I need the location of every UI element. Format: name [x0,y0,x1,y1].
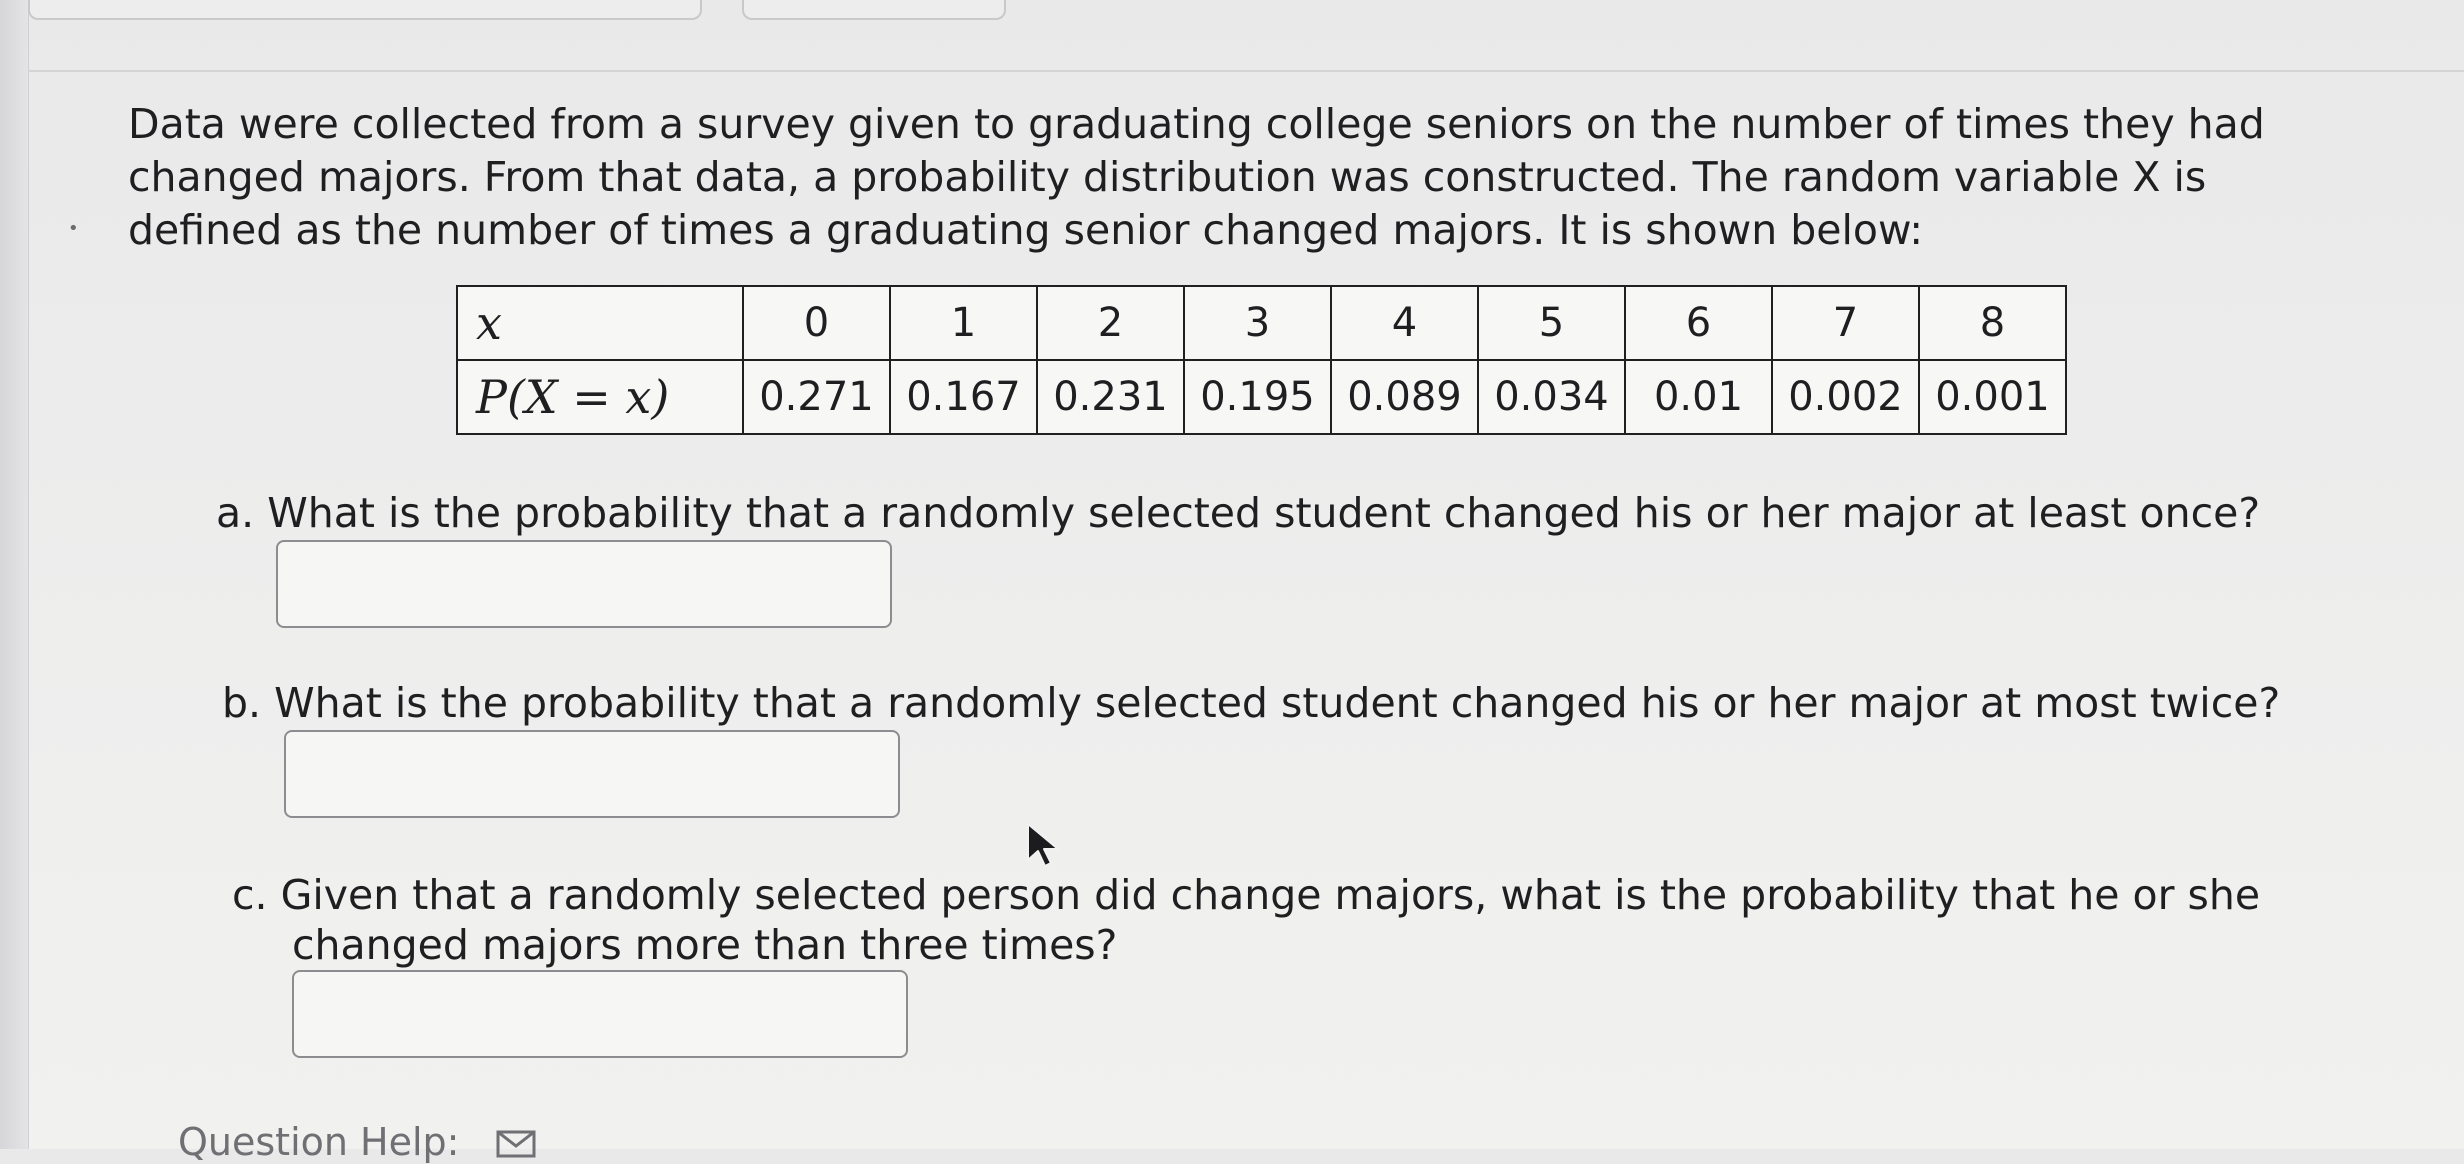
probability-cell: 0.195 [1184,360,1331,434]
x-value-cell: 6 [1625,286,1772,360]
row-header-x: x [457,286,743,360]
probability-cell: 0.034 [1478,360,1625,434]
problem-intro: Data were collected from a survey given to graduating college seniors on the number of times they had changed majors. From that data, a probability distribution was constructed. The random variable X is defined as the number of times a graduating senior changed majors. It is shown below: [128,100,2265,254]
top-tab-right[interactable] [742,0,1006,20]
question-help-label: Question Help: [178,1120,460,1164]
x-value-cell: 4 [1331,286,1478,360]
table-row-probability [457,360,2066,434]
answer-c-input[interactable] [292,970,908,1058]
x-value-cell: 0 [743,286,890,360]
header-divider [28,70,2464,72]
arrow-cursor-icon [1024,822,1064,870]
answer-a-input[interactable] [276,540,892,628]
probability-cell: 0.01 [1625,360,1772,434]
window-left-edge [0,0,29,1149]
envelope-icon[interactable] [496,1130,536,1158]
answer-b-input[interactable] [284,730,900,818]
question-bullet-icon: • [68,218,79,239]
question-b-text: b. What is the probability that a randomly selected student changed his or her major at most twice? [222,679,2281,727]
top-tab-left[interactable] [28,0,702,20]
x-value-cell: 5 [1478,286,1625,360]
table-row-x [457,286,2066,360]
probability-cell: 0.001 [1919,360,2066,434]
question-a-text: a. What is the probability that a randomly selected student changed his or her major at least once? [216,489,2261,537]
x-value-cell: 7 [1772,286,1919,360]
probability-cell: 0.089 [1331,360,1478,434]
x-value-cell: 8 [1919,286,2066,360]
probability-cell: 0.231 [1037,360,1184,434]
probability-cell: 0.002 [1772,360,1919,434]
probability-cell: 0.271 [743,360,890,434]
question-c-text: c. Given that a randomly selected person did change majors, what is the probability that he or she changed majors more than three times? [232,871,2261,969]
x-value-cell: 2 [1037,286,1184,360]
probability-cell: 0.167 [890,360,1037,434]
probability-distribution-table [456,285,2067,435]
x-value-cell: 3 [1184,286,1331,360]
row-header-probability: P(X = x) [457,360,743,434]
x-value-cell: 1 [890,286,1037,360]
